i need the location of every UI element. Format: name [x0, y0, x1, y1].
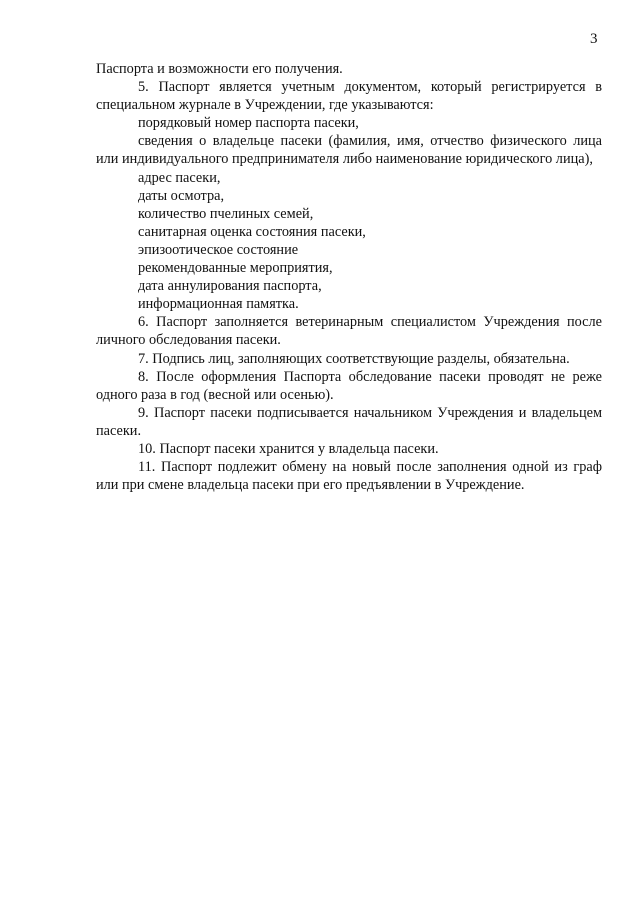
list-item: информационная памятка.	[138, 296, 299, 313]
continuation-paragraph: Паспорта и возможности его получения.	[96, 61, 343, 77]
item-11-paragraph: 11. Паспорт подлежит обмену на новый после заполнения одной из граф или при смене владельца пасеки при его предъявлении в Учреждение.	[96, 459, 602, 494]
item-10-paragraph: 10. Паспорт пасеки хранится у владельца пасеки.	[138, 440, 439, 457]
list-item: рекомендованные мероприятия,	[138, 260, 333, 277]
item-5-intro: 5. Паспорт является учетным документом, который регистрируется в специальном журнале в Учреждении, где указываются:	[96, 79, 602, 114]
document-body	[96, 60, 602, 494]
item-9-paragraph: 9. Паспорт пасеки подписывается начальником Учреждения и владельцем пасеки.	[96, 404, 602, 439]
list-item: даты осмотра,	[138, 187, 225, 204]
list-item: адрес пасеки,	[138, 169, 221, 186]
list-item: порядковый номер паспорта пасеки,	[138, 115, 359, 132]
page-number: 3	[590, 31, 598, 47]
list-item: санитарная оценка состояния пасеки,	[138, 223, 366, 240]
item-8-paragraph: 8. После оформления Паспорта обследование пасеки проводят не реже одного раза в год (весной или осенью).	[96, 368, 602, 403]
list-item: количество пчелиных семей,	[138, 205, 314, 222]
list-item: сведения о владельце пасеки (фамилия, имя, отчество физического лица или индивидуального предпринимателя либо наименование юридического лица),	[96, 133, 602, 168]
list-item: дата аннулирования паспорта,	[138, 278, 322, 295]
item-5-list	[96, 114, 602, 313]
list-item: эпизоотическое состояние	[138, 241, 299, 258]
item-6-paragraph: 6. Паспорт заполняется ветеринарным специалистом Учреждения после личного обследования пасеки.	[96, 314, 602, 349]
item-7-paragraph: 7. Подпись лиц, заполняющих соответствующие разделы, обязательна.	[138, 350, 570, 367]
